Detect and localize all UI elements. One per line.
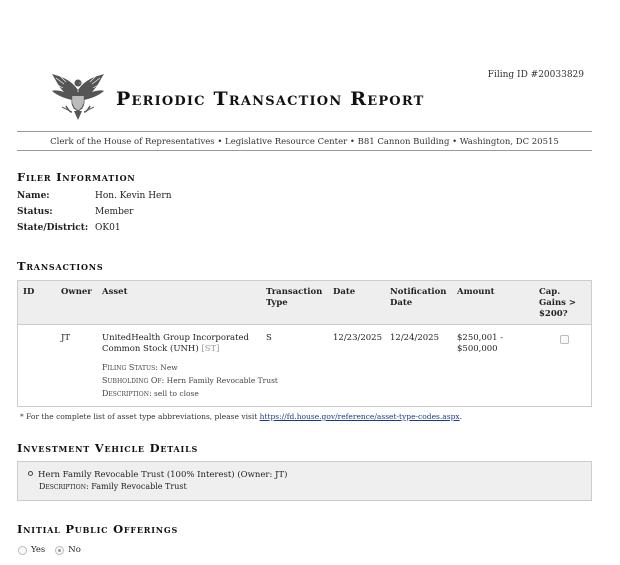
ipo-options — [18, 545, 91, 555]
description-value: sell to close — [154, 389, 199, 398]
col-asset: Asset — [102, 287, 128, 297]
tx-date: 12/23/2025 — [333, 333, 382, 343]
filing-status-label: Filing Status: — [102, 363, 158, 372]
footnote-text: * For the complete list of asset type abbreviations, please visit — [20, 412, 258, 421]
col-cap-gains — [539, 287, 576, 320]
col-transaction-type-l1: Transaction — [266, 287, 323, 297]
transactions-table-header — [18, 281, 591, 325]
col-notification-date — [390, 287, 446, 309]
filer-label: Status: — [17, 207, 53, 217]
filer-section-title: Filer Information — [17, 170, 136, 184]
ipo-yes-radio[interactable] — [18, 546, 27, 555]
filer-status: Member — [95, 207, 134, 217]
cap-gains-checkbox[interactable] — [560, 335, 569, 344]
filer-label: Name: — [17, 191, 50, 201]
ipo-no-option[interactable] — [55, 545, 81, 555]
tx-subholding — [102, 375, 278, 386]
ivd-section-title: Investment Vehicle Details — [17, 441, 199, 455]
subholding-value: Hern Family Revocable Trust — [166, 376, 278, 385]
transactions-section-title: Transactions — [17, 259, 104, 273]
ipo-no-label: No — [68, 545, 81, 555]
tx-description — [102, 388, 199, 399]
ivd-description-value: Family Revocable Trust — [91, 482, 187, 491]
report-header — [50, 70, 590, 122]
tx-notification-date: 12/24/2025 — [390, 333, 439, 343]
filer-row-name — [17, 191, 172, 207]
description-label: Description: — [102, 389, 152, 398]
asset-codes-link[interactable]: https://fd.house.gov/reference/asset-type-codes.aspx — [259, 412, 460, 421]
ipo-yes-option[interactable] — [18, 545, 45, 555]
col-cap-l2: Gains > — [539, 298, 577, 308]
col-transaction-type-l2: Type — [266, 298, 288, 308]
filer-row-district — [17, 223, 172, 239]
list-item — [28, 470, 287, 480]
ivd-description-label: Description: — [39, 482, 89, 491]
header-rule-top — [17, 131, 592, 132]
ivd-description — [39, 482, 187, 491]
investment-vehicle-box — [17, 461, 592, 501]
report-title: Periodic Transaction Report — [116, 88, 425, 110]
clerk-address: Clerk of the House of Representatives • Legislative Resource Center • B81 Cannon Building • Washington, DC 20515 — [50, 137, 559, 147]
col-amount: Amount — [457, 287, 495, 297]
tx-asset-name-l1: UnitedHealth Group Incorporated — [102, 333, 250, 343]
subholding-label: Subholding Of: — [102, 376, 165, 385]
col-owner: Owner — [61, 287, 92, 297]
col-notification-l2: Date — [390, 298, 413, 308]
asset-codes-footnote — [20, 412, 462, 421]
header-rule-bottom — [17, 150, 592, 151]
col-date: Date — [333, 287, 356, 297]
bullet-icon — [28, 471, 33, 476]
ipo-no-radio[interactable] — [55, 546, 64, 555]
tx-amount-l1: $250,001 - — [457, 333, 504, 343]
eagle-seal-icon — [50, 70, 106, 122]
filer-info — [17, 191, 172, 239]
ipo-yes-label: Yes — [31, 545, 46, 555]
tx-asset — [102, 333, 249, 355]
ivd-item: Hern Family Revocable Trust (100% Interest) (Owner: JT) — [38, 470, 288, 480]
filer-district: OK01 — [95, 223, 121, 233]
filer-name: Hon. Kevin Hern — [95, 191, 172, 201]
tx-owner: JT — [61, 333, 71, 343]
footnote-end: . — [459, 412, 462, 421]
filer-row-status — [17, 207, 172, 223]
col-transaction-type — [266, 287, 322, 309]
filing-id: Filing ID #20033829 — [487, 70, 584, 80]
col-notification-l1: Notification — [390, 287, 447, 297]
col-cap-l1: Cap. — [539, 287, 561, 297]
filer-label: State/District: — [17, 223, 89, 233]
tx-asset-type: [ST] — [201, 344, 220, 354]
tx-amount-l2: $500,000 — [457, 344, 498, 354]
col-id: ID — [23, 287, 35, 297]
tx-filing-status — [102, 362, 178, 373]
tx-type: S — [266, 333, 272, 343]
ipo-section-title: Initial Public Offerings — [17, 522, 179, 536]
tx-amount — [457, 333, 503, 355]
col-cap-l3: $200? — [539, 309, 568, 319]
tx-asset-name-l2: Common Stock (UNH) — [102, 344, 199, 354]
transactions-table — [17, 280, 592, 407]
filing-status-value: New — [160, 363, 178, 372]
